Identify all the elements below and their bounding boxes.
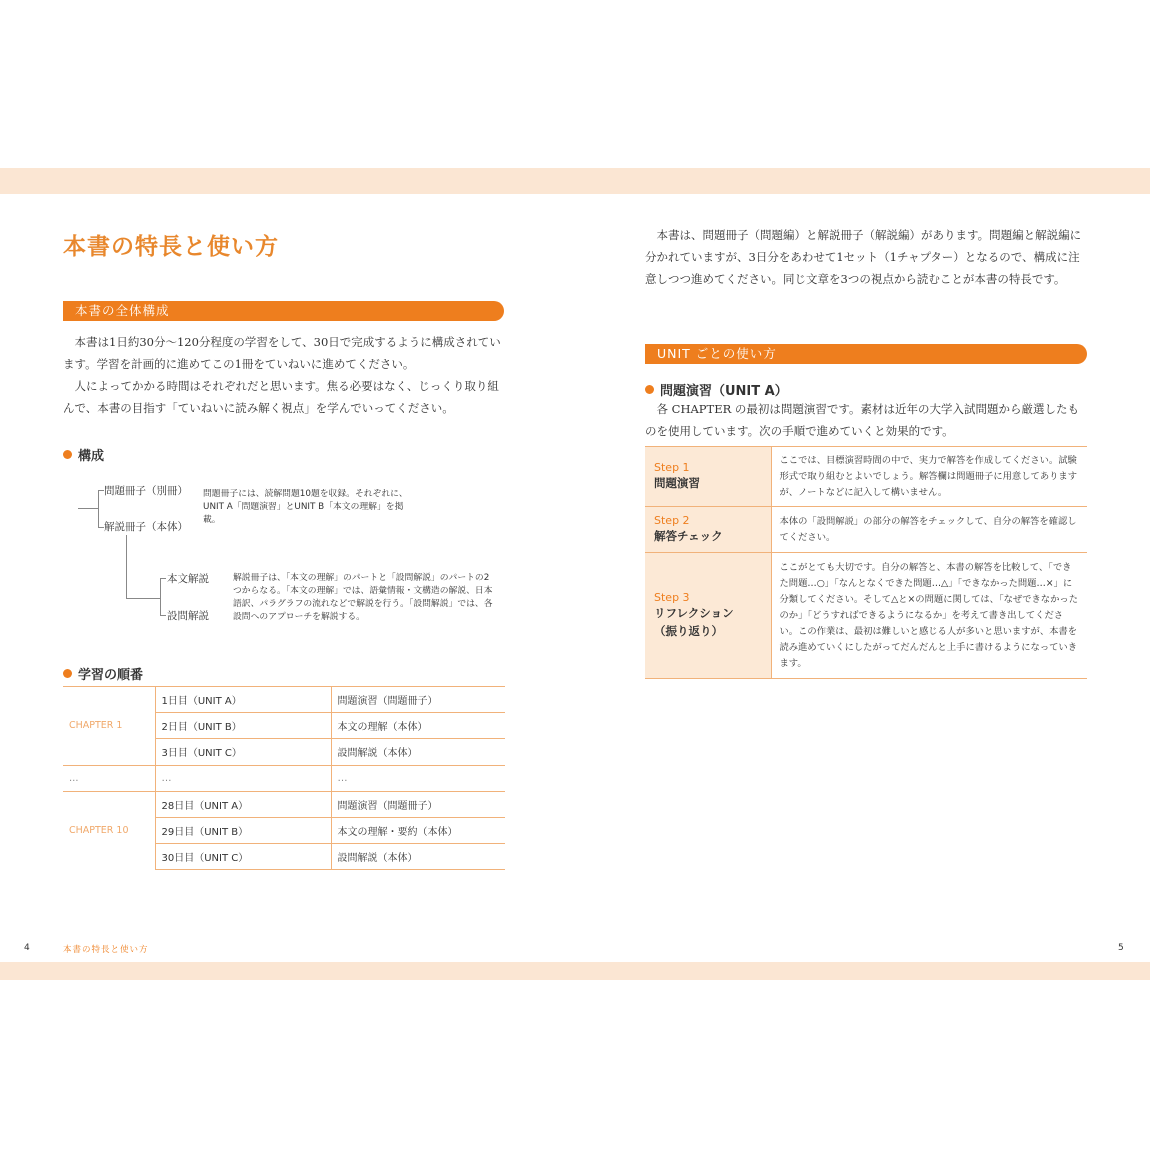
explanation-booklet-description: 解説冊子は、「本文の理解」のパートと「設問解説」のパートの2つからなる。「本文の理解」では、語彙情報・文構造の解説、日本語訳、パラグラフの流れなどで解説を行う。「設問解説」では、各設問へのアプローチを解説する。 (233, 573, 493, 622)
page-number-right: 5 (1118, 943, 1124, 953)
unit-a-heading (645, 380, 788, 399)
step-name: 解答チェック (654, 529, 723, 543)
tree-connector (78, 508, 98, 509)
steps-table (645, 446, 1087, 679)
task-cell: 本文の理解・要約（本体） (331, 817, 505, 843)
chapter-cell: CHAPTER 10 (63, 791, 155, 870)
section-bar-overall-structure: 本書の全体構成 (63, 301, 504, 321)
day-cell: 30日目（UNIT C） (155, 844, 331, 870)
bullet-dot-icon (645, 385, 654, 394)
tree-connector (160, 615, 166, 616)
paragraph: 本書は、問題冊子（問題編）と解説冊子（解説編）があります。問題編と解説編に分かれていますが、3日分をあわせて1セット（1チャプター）となるので、構成に注意しつつ進めてください。同じ文章を3つの視点から読むことが本書の特長です。 (645, 228, 1082, 286)
task-cell: … (331, 765, 505, 791)
study-order-table (63, 686, 505, 870)
step-label-cell (645, 447, 771, 507)
step-row (645, 447, 1087, 507)
step-number: Step 3 (654, 591, 690, 604)
running-footer-label: 本書の特長と使い方 (63, 945, 149, 955)
table-row (63, 687, 505, 713)
table-row (63, 765, 505, 791)
step-label-cell (645, 507, 771, 553)
paragraph: 本書は1日約30分～120分程度の学習をして、30日で完成するように構成されています。学習を計画的に進めてこの1冊をていねいに進めてください。 (63, 335, 501, 371)
task-cell: 設問解説（本体） (331, 844, 505, 870)
tree-connector (160, 578, 166, 579)
day-cell: 28日目（UNIT A） (155, 791, 331, 817)
step-number: Step 2 (654, 514, 690, 527)
question-booklet-description: 問題冊子には、読解問題10題を収録。それぞれに、UNIT A「問題演習」とUNIT B「本文の理解」を掲載。 (203, 489, 408, 525)
node-text-explanation: 本文解説 (167, 573, 209, 585)
right-intro-text (645, 224, 1090, 290)
bullet-dot-icon (63, 669, 72, 678)
task-cell: 本文の理解（本体） (331, 713, 505, 739)
step-name: リフレクション（振り返り） (654, 606, 734, 638)
step-row (645, 553, 1087, 679)
chapter-cell: … (63, 765, 155, 791)
tree-connector (160, 578, 161, 616)
unit-a-text (645, 398, 1087, 442)
study-order-heading-label: 学習の順番 (78, 668, 144, 683)
step-description: ここがとても大切です。自分の解答と、本書の解答を比較して、「できた問題…○」「なんとなくできた問題…△」「できなかった問題…×」に分類してください。そして△と×の問題に関しては、「なぜできなかったのか」「どうすればできるようになるか」を考えて書き出してください。この作業は、最初は難しいと感じる人が多いと思いますが、本書を読み進めていくにしたがってだんだんと上手に書けるようになっていきます。 (771, 553, 1087, 679)
task-cell: 問題演習（問題冊子） (331, 791, 505, 817)
step-row (645, 507, 1087, 553)
step-description: 本体の「設問解説」の部分の解答をチェックして、自分の解答を確認してください。 (771, 507, 1087, 553)
structure-heading (63, 445, 104, 464)
table-row (63, 791, 505, 817)
page-number-left: 4 (24, 943, 30, 953)
paragraph: 人によってかかる時間はそれぞれだと思います。焦る必要はなく、じっくり取り組んで、本書の目指す「ていねいに読み解く視点」を学んでいってください。 (63, 379, 499, 415)
step-number: Step 1 (654, 461, 690, 474)
task-cell: 問題演習（問題冊子） (331, 687, 505, 713)
node-explanation-booklet: 解説冊子（本体） (104, 521, 188, 533)
day-cell: … (155, 765, 331, 791)
section-bar-unit-usage: UNIT ごとの使い方 (645, 344, 1087, 364)
task-cell: 設問解説（本体） (331, 739, 505, 765)
tree-connector (98, 490, 99, 528)
day-cell: 2日目（UNIT B） (155, 713, 331, 739)
bullet-dot-icon (63, 450, 72, 459)
step-name: 問題演習 (654, 476, 700, 490)
overall-structure-text (63, 331, 505, 419)
bottom-decorative-band (0, 962, 1150, 980)
unit-a-heading-label: 問題演習（UNIT A） (660, 384, 788, 399)
step-label-cell (645, 553, 771, 679)
day-cell: 3日目（UNIT C） (155, 739, 331, 765)
day-cell: 1日目（UNIT A） (155, 687, 331, 713)
paragraph: 各 CHAPTER の最初は問題演習です。素材は近年の大学入試問題から厳選したものを使用しています。次の手順で進めていくと効果的です。 (645, 402, 1079, 438)
page-title: 本書の特長と使い方 (63, 234, 279, 260)
study-order-heading (63, 664, 143, 683)
node-question-booklet: 問題冊子（別冊） (104, 485, 188, 497)
chapter-cell: CHAPTER 1 (63, 687, 155, 766)
day-cell: 29日目（UNIT B） (155, 817, 331, 843)
structure-heading-label: 構成 (78, 449, 105, 464)
top-decorative-band (0, 168, 1150, 194)
node-question-explanation: 設問解説 (167, 610, 209, 622)
tree-connector (126, 598, 160, 599)
tree-connector (126, 535, 127, 599)
step-description: ここでは、目標演習時間の中で、実力で解答を作成してください。試験形式で取り組むとよいでしょう。解答欄は問題冊子に用意してありますが、ノートなどに記入して構いません。 (771, 447, 1087, 507)
